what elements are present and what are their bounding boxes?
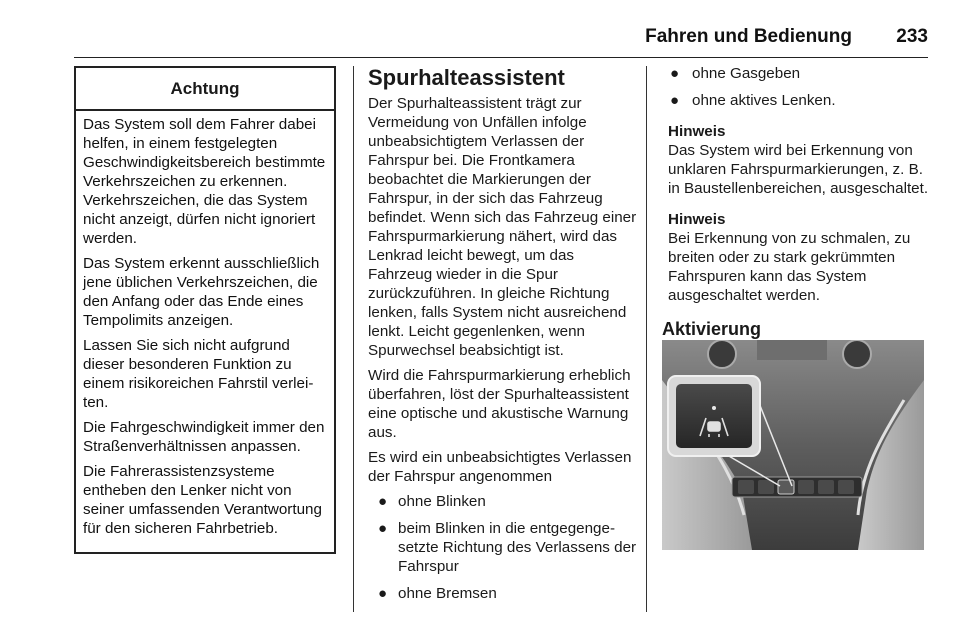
note-2 bbox=[668, 210, 930, 305]
subsection-heading: Aktivierung bbox=[662, 319, 762, 339]
warning-body bbox=[76, 111, 334, 538]
condition-list-continued bbox=[662, 64, 930, 110]
list-item: ● ohne aktives Lenken. bbox=[670, 92, 836, 109]
page-number: 233 bbox=[896, 26, 928, 47]
console-illustration bbox=[662, 340, 924, 550]
list-item: ● ohne Gasgeben bbox=[670, 65, 801, 82]
list-item: ● beim Blinken in die entgegengesetzte Richtung des Verlassens der Fahrspur bbox=[378, 520, 637, 575]
note-1 bbox=[668, 122, 930, 198]
section-title: Fahren und Bedienung bbox=[645, 26, 852, 47]
warning-box bbox=[74, 66, 336, 554]
warning-title: Achtung bbox=[76, 68, 334, 111]
right-column bbox=[662, 64, 930, 341]
bullet-icon: ● bbox=[378, 585, 388, 602]
warning-paragraph: Das System soll dem Fahrer dabei helfen, in einem festgelegten Geschwindigkeitsbereich bestimmte Verkehrszeichen zu erkennen. Verkehrszeichen, die das System nicht anzeigt, dürfen nicht ignoriert werden. bbox=[83, 116, 326, 247]
console-photo bbox=[662, 340, 924, 550]
body-paragraph: Es wird ein unbeabsichtigtes Verlassen der Fahrspur angenommen bbox=[368, 449, 632, 485]
list-item: ● ohne Blinken bbox=[378, 493, 486, 510]
page-header bbox=[0, 0, 960, 58]
column-divider-1 bbox=[353, 66, 354, 612]
note-heading: Hinweis bbox=[668, 123, 726, 140]
bullet-icon: ● bbox=[670, 65, 680, 82]
note-text: Bei Erkennung von zu schmalen, zu breiten oder zu stark gekrümmten Fahrspuren kann das System ausgeschaltet werden. bbox=[668, 230, 911, 304]
bullet-icon: ● bbox=[378, 520, 388, 537]
body-paragraph: Der Spurhalteassistent trägt zur Vermeidung von Unfällen infolge unbeabsichtigtem Verlassen der Fahrspur bei. Die Frontkamera beobachtet die Markierungen der Fahrspur, in der sich das Fahrzeug befindet. Wenn sich das Fahrzeug einer Fahrspurmarkierung nähert, wird das Lenkrad leicht bewegt, um das Fahrzeug wieder in die Spur zurückzuführen. In gleiche Richtung lenken, falls System nicht ausreichend lenkt. Leicht gegenlenken, wenn Spurwechsel beabsichtigt ist. bbox=[368, 95, 637, 359]
note-text: Das System wird bei Erkennung von unklaren Fahrspurmarkierungen, z. B. in Baustellenbereichen, ausgeschaltet. bbox=[668, 142, 929, 197]
condition-list bbox=[368, 492, 638, 603]
section-heading: Spurhalteassistent bbox=[368, 65, 565, 90]
note-heading: Hinweis bbox=[668, 211, 726, 228]
warning-paragraph: Das System erkennt ausschließlich jene üblichen Verkehrszeichen, die den Anfang oder das Ende eines Tempolimits anzeigen. bbox=[83, 255, 320, 329]
middle-column bbox=[368, 64, 638, 611]
header-divider bbox=[74, 57, 928, 58]
warning-paragraph: Die Fahrerassistenzsysteme entheben den Lenker nicht von seiner umfassenden Verantwortung für den sicheren Fahrbetrieb. bbox=[83, 463, 322, 537]
warning-paragraph: Die Fahrgeschwindigkeit immer den Straßenverhältnissen anpassen. bbox=[83, 419, 325, 455]
warning-paragraph: Lassen Sie sich nicht aufgrund dieser besonderen Funktion zu einem risikoreichen Fahrstil verleiten. bbox=[83, 337, 314, 411]
body-paragraph: Wird die Fahrspurmarkierung erheblich überfahren, löst der Spurhalteassistent eine optische und akustische Warnung aus. bbox=[368, 367, 631, 441]
bullet-icon: ● bbox=[670, 92, 680, 109]
list-item: ● ohne Bremsen bbox=[378, 585, 497, 602]
column-divider-2 bbox=[646, 66, 647, 612]
bullet-icon: ● bbox=[378, 493, 388, 510]
